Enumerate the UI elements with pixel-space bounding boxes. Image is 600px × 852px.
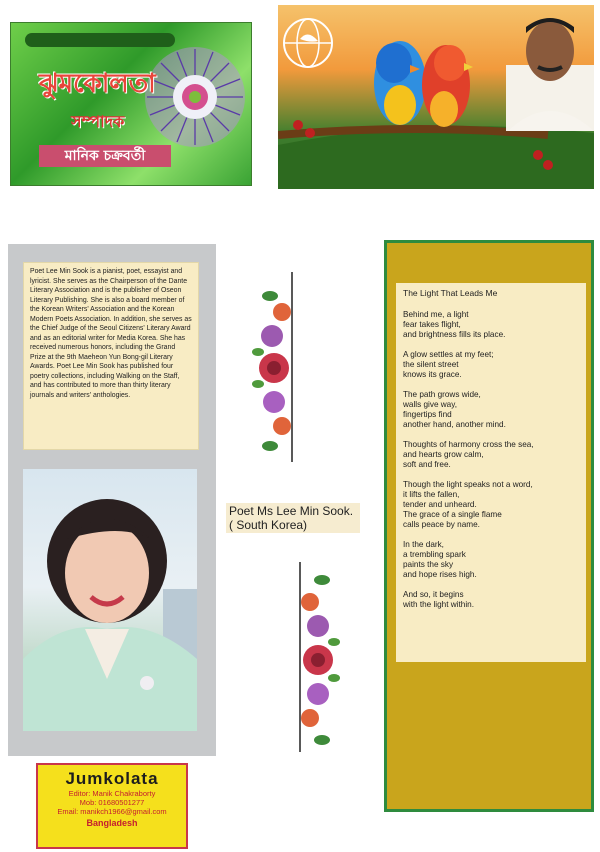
poet-portrait-photo [23,469,197,731]
poem-title: The Light That Leads Me [403,288,498,298]
parrots-illustration [278,5,594,189]
poet-biography: Poet Lee Min Sook is a pianist, poet, essayist and lyricist. She serves as the Chairperson of the Dante Literary Association and is the publisher of Oseon Literary Publishing. She is also a board member of the Korean Writers' Association and the Korean Modern Poets Association. In addition, she serves as the Chief Judge of the Seoul Citizens' Literary Award and as an editorial writer for Media Korea. She has received numerous honors, including the Grand Prize at the 9th Maeheon Yun Bong-gil Literary Awards. Poet Lee Min Sook has published four poetry collections, including Walking on the Staff, and has contributed to more than thirty literary journals and writers' anthologies. [30,268,192,399]
poet-country-line: ( South Korea) [229,518,308,532]
magazine-title: ঝুমকোলতা [39,69,156,99]
editor-label: সম্পাদক [71,112,125,131]
badge-title: Jumkolata [65,769,159,788]
parrots-artwork [278,5,594,189]
badge-country: Bangladesh [86,818,138,828]
magazine-logo-banner [10,22,252,186]
poet-caption [226,503,360,533]
poem-text-box [396,283,586,662]
poem-body: Behind me, a light fear takes flight, and brightness fills its place. A glow settles at my feet; the silent street knows its grace. The path grows wide, walls give way, fingertips find another hand, another mind. Thoughts of harmony cross the sea, and hearts grow calm, soft and free. Though the light speaks not a word, it lifts the fallen, tender and unheard. The grace of a single flame calls peace by name. In the dark, a trembling spark paints the sky and hope rises high. And so, it begins with the light within. [403,310,534,609]
floral-divider-bottom [292,562,344,752]
poet-portrait-illustration [23,469,197,731]
poet-name-line: Poet Ms Lee Min Sook. [229,504,354,518]
magazine-contact-badge [36,763,188,849]
bio-text-box [23,262,199,450]
badge-mobile: Mob: 01680501277 [79,798,145,807]
badge-email[interactable]: Email: manikch1966@gmail.com [57,807,167,816]
floral-divider-top [248,272,300,462]
editor-name: মানিক চক্রবর্তী [39,145,171,167]
badge-editor: Editor: Manik Chakraborty [68,789,156,798]
